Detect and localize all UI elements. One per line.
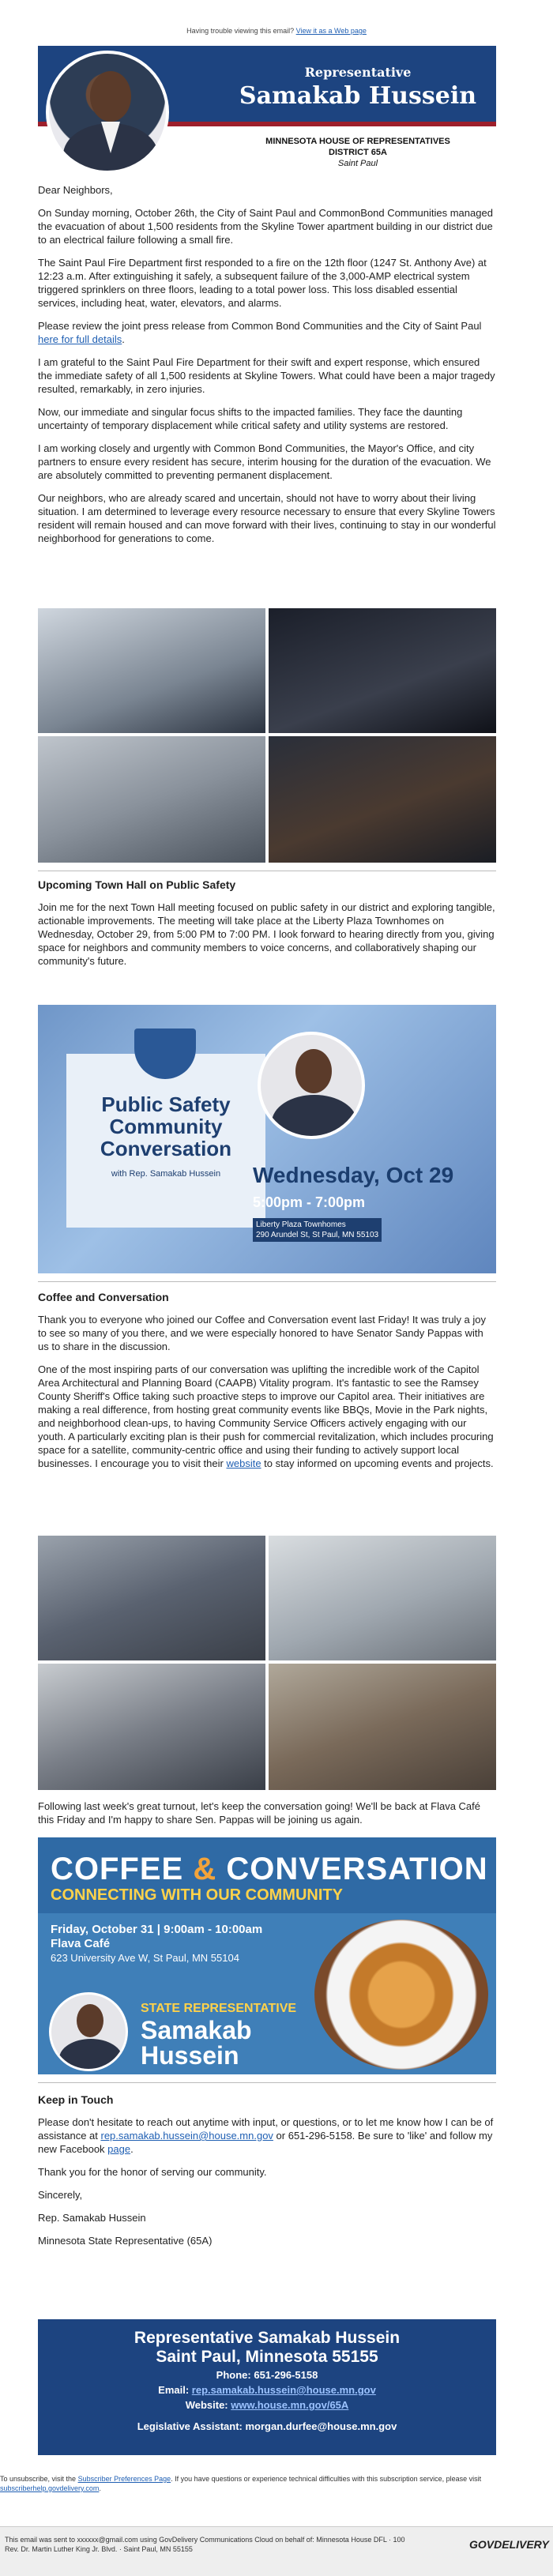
govdelivery-logo: GOVDELIVERY [469,2538,549,2551]
signature-name: Rep. Samakab Hussein [38,2212,146,2224]
divider [38,1281,496,1282]
photo-skyline-3 [38,736,265,863]
town-hall-section [38,878,496,977]
divider [38,2082,496,2083]
footer-assistant: Legislative Assistant: morgan.durfee@house.mn.gov [137,2420,397,2432]
subscriber-preferences-link[interactable]: Subscriber Preferences Page [77,2475,171,2483]
coffee-title: Coffee and Conversation [38,1291,169,1303]
photo-coffee-2 [269,1536,496,1660]
intro-paragraph-7: Our neighbors, who are already scared and uncertain, should not have to worry about their living situation. I am determined to leverage every resource necessary to ensure that every Skyline Towers resident will remain housed and can move forward with their lives, continuing to stay in our wonderful neighborhood for generations to come. [38,492,496,544]
coffee-cup-icon [314,1920,488,2070]
facebook-page-link[interactable]: page [107,2143,131,2155]
intro-paragraph-3: Please review the joint press release from Common Bond Communities and the City of Saint Paul here for full details. [38,320,482,345]
sent-to-text: This email was sent to xxxxxx@gmail.com using GovDelivery Communications Cloud on behalf of: Minnesota House DFL · 100 Rev. Dr. Martin Luther King Jr. Blvd. · Saint Paul, MN 55155 [5,2536,405,2553]
coffee-paragraph-2: One of the most inspiring parts of our conversation was uplifting the incredible work of the Capitol Area Architectural and Planning Board (CAAPB) Vitality program. It's fantastic to see the Ramsey County Sheriff's Office taking such proactive steps to improve our Capitol area. Their initiatives are making a real difference, from hosting great community events like BBQs, Movie in the Park nights, and neighborhood clean-ups, to having Community Service Officers actively engaging with our youth. A particularly exciting plan is their push for commercial revitalization, which includes procuring space for a satellite, community-centric office and using their funding to actively support local businesses. I encourage you to visit their website to stay informed on upcoming events and projects. [38,1363,494,1469]
unsubscribe-note: To unsubscribe, visit the Subscriber Preferences Page. If you have questions or experience technical difficulties with this subscription service, please visit subscriberhelp.govdelivery.com. [0,2475,482,2492]
web-page-link[interactable]: View it as a Web page [295,27,367,35]
intro-paragraph-4: I am grateful to the Saint Paul Fire Department for their swift and expert response, which ensured the immediate safety of all 1,500 residents at Skyline Towers. What could have been a major tragedy resulted, remarkably, in zero injuries. [38,356,495,395]
coffee-section [38,1291,496,1480]
header-district: DISTRICT 65A [329,148,387,157]
banner-location: Liberty Plaza Townhomes 290 Arundel St, St Paul, MN 55103 [253,1218,382,1242]
coffee-banner-photo [49,1992,128,2071]
coffee-banner-title: COFFEE & CONVERSATION [51,1852,488,1886]
top-note [0,27,553,35]
email-header [38,46,496,180]
full-details-link[interactable]: here for full details [38,333,122,345]
town-hall-paragraph: Join me for the next Town Hall meeting focused on public safety in our district and exploring tangible, actionable improvements. The meeting will take place at the Liberty Plaza Townhomes on Wednesday, October 29, from 5:00 PM to 7:00 PM. I look forward to hearing directly from you, giving space for neighbors and community members to voice concerns, and collaboratively shaping our community's future. [38,901,495,967]
signature-title: Minnesota State Representative (65A) [38,2235,213,2247]
email-link[interactable]: rep.samakab.hussein@house.mn.gov [100,2130,273,2142]
header-subtitle [228,136,488,169]
govdelivery-bar [0,2526,553,2576]
coffee-paragraph-3: Following last week's great turnout, let's keep the conversation going! We'll be back at Flava Café this Friday and I'm happy to share Sen. Pappas will be joining us again. [38,1800,481,1826]
footer-city: Saint Paul, Minnesota 55155 [156,2348,378,2366]
footer-name: Representative Samakab Hussein [134,2329,401,2347]
coffee-followup [38,1799,496,1836]
top-note-text: Having trouble viewing this email? [186,27,295,35]
footer-website: Website: www.house.mn.gov/65A [185,2399,349,2411]
footer-phone: Phone: 651-296-5158 [216,2369,318,2381]
sincerely-line: Sincerely, [38,2189,83,2201]
representative-photo [46,51,169,174]
intro-section [38,183,496,555]
town-hall-title: Upcoming Town Hall on Public Safety [38,878,236,891]
footer-email: Email: rep.samakab.hussein@house.mn.gov [158,2384,376,2396]
intro-paragraph-1: On Sunday morning, October 26th, the City of Saint Paul and CommonBond Communities managed the evacuation of about 1,500 residents from the Skyline Tower apartment building in our district due to an electrical failure following a small fire. [38,207,493,246]
photo-coffee-1 [38,1536,265,1660]
contact-footer [38,2319,496,2455]
banner-time: 5:00pm - 7:00pm [253,1194,366,1210]
intro-paragraph-2: The Saint Paul Fire Department first responded to a fire on the 12th floor (1247 St. Anthony Ave) at 12:23 a.m. After extinguishing it safely, a subsequent failure of the 3,000-AMP electrical system triggered sprinklers on three floors, leading to a total power loss. This loss disabled essential services, including heat, water, elevators, and alarms. [38,257,487,309]
intro-paragraph-5: Now, our immediate and singular focus shifts to the impacted families. They face the daunting uncertainty of temporary displacement while critical safety and utility systems are restored. [38,406,463,431]
banner-title: Public Safety Community Conversation [100,1092,232,1160]
header-rep-label: Representative [304,65,412,80]
footer-website-link[interactable]: www.house.mn.gov/65A [231,2399,349,2411]
photo-grid-coffee [38,1536,496,1790]
header-name: Samakab Hussein [239,82,477,110]
coffee-banner [38,1837,496,2074]
header-city: Saint Paul [337,159,378,168]
photo-grid-skyline [38,608,496,863]
banner-date: Wednesday, Oct 29 [253,1163,454,1187]
coffee-paragraph-1: Thank you to everyone who joined our Coffee and Conversation event last Friday! It was truly a joy to see so many of you there, and we were especially honored to have Senator Sandy Pappas with us to share in the discussion. [38,1314,487,1352]
town-hall-banner [38,1005,496,1273]
coffee-banner-info: Friday, October 31 | 9:00am - 10:00am Flava Café 623 University Ave W, St Paul, MN 55104 [51,1923,263,1964]
keep-in-touch-paragraph: Please don't hesitate to reach out anytime with input, or questions, or to let me know how I can be of assistance at rep.samakab.hussein@house.mn.gov or 651-296-5158. Be sure to 'like' and follow my new Facebook page. [38,2116,494,2155]
photo-coffee-3 [38,1664,265,1790]
coffee-banner-rep: STATE REPRESENTATIVE [141,2002,297,2015]
greeting: Dear Neighbors, [38,184,113,196]
banner-photo [258,1032,365,1139]
keep-in-touch-section [38,2093,496,2257]
footer-email-link[interactable]: rep.samakab.hussein@house.mn.gov [191,2384,376,2396]
photo-skyline-2 [269,608,496,733]
photo-coffee-4 [269,1664,496,1790]
intro-paragraph-6: I am working closely and urgently with Common Bond Communities, the Mayor's Office, and city partners to ensure every resident has secure, interim housing for the duration of the evacuation. We are absolutely committed to preventing permanent displacement. [38,442,491,481]
website-link[interactable]: website [226,1457,261,1469]
thanks-line: Thank you for the honor of serving our community. [38,2166,267,2178]
header-chamber: MINNESOTA HOUSE OF REPRESENTATIVES [265,137,450,146]
coffee-banner-subtitle: CONNECTING WITH OUR COMMUNITY [51,1886,343,1904]
keep-in-touch-title: Keep in Touch [38,2093,114,2106]
photo-skyline-1 [38,608,265,733]
banner-with: with Rep. Samakab Hussein [111,1169,221,1179]
photo-skyline-4 [269,736,496,863]
coffee-banner-name: Samakab Hussein [141,2016,252,2070]
subscriber-help-link[interactable]: subscriberhelp.govdelivery.com [0,2484,100,2492]
